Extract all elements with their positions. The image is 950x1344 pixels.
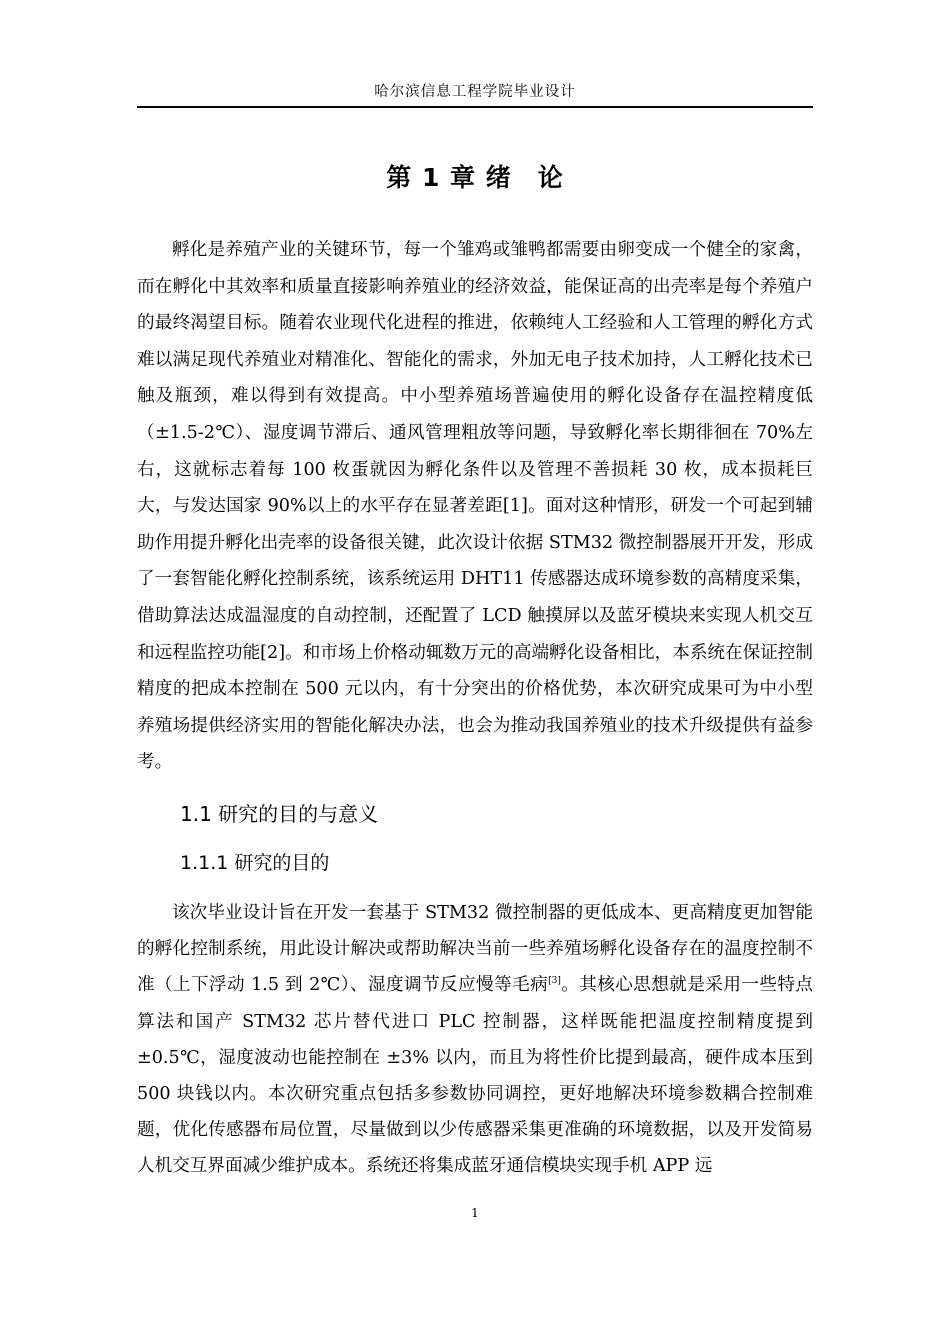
- page-number: 1: [471, 1206, 479, 1220]
- intro-paragraph: 孵化是养殖产业的关键环节，每一个雏鸡或雏鸭都需要由卵变成一个健全的家禽，而在孵化中其效率和质量直接影响养殖业的经济效益，能保证高的出壳率是每个养殖户的最终渴望目标。随着农业现代化进程的推进，依赖纯人工经验和人工管理的孵化方式难以满足现代养殖业对精准化、智能化的需求，外加无电子技术加持，人工孵化技术已触及瓶颈，难以得到有效提高。中小型养殖场普遍使用的孵化设备存在温控精度低（±1.5-2℃）、湿度调节滞后、通风管理粗放等问题，导致孵化率长期徘徊在 70%左右，这就标志着每 100 枚蛋就因为孵化条件以及管理不善损耗 30 枚，成本损耗巨大，与发达国家 90%以上的水平存在显著差距[1]。面对这种情形，研发一个可起到辅助作用提升孵化出壳率的设备很关键，此次设计依据 STM32 微控制器展开开发，形成了一套智能化孵化控制系统，该系统运用 DHT11 传感器达成环境参数的高精度采集，借助算法达成温湿度的自动控制，还配置了 LCD 触摸屏以及蓝牙模块来实现人机交互和远程监控功能[2]。和市场上价格动辄数万元的高端孵化设备相比，本系统在保证控制精度的把成本控制在 500 元以内，有十分突出的价格优势，本次研究成果可为中小型养殖场提供经济实用的智能化解决办法，也会为推动我国养殖业的技术升级提供有益参考。: [137, 240, 813, 773]
- purpose-text-part2: 。其核心思想就是采用一些特点算法和国产 STM32 芯片替代进口 PLC 控制器，这样既能把温度控制精度提到±0.5℃，湿度波动也能控制在 ±3% 以内，而且为将性价比提到最高，硬件成本压到 500 块钱以内。本次研究重点包括多参数协同调控，更好地解决环境参数耦合控制难题，优化传感器布局位置，尽量做到以少传感器采集更准确的环境数据，以及开发简易人机交互界面减少维护成本。系统还将集成蓝牙通信模块实现手机 APP 远: [137, 975, 813, 1177]
- header-rule: [137, 106, 813, 108]
- section-heading-1-1: 1.1 研究的目的与意义: [180, 802, 379, 826]
- section-heading-1-1-1: 1.1.1 研究的目的: [180, 852, 330, 874]
- purpose-paragraph: [137, 895, 813, 1185]
- running-header: 哈尔滨信息工程学院毕业设计: [374, 84, 576, 100]
- citation-ref: [3]: [548, 976, 561, 987]
- purpose-text-part1: 该次毕业设计旨在开发一套基于 STM32 微控制器的更低成本、更高精度更加智能的孵化控制系统，用此设计解决或帮助解决当前一些养殖场孵化设备存在的温度控制不准（上下浮动 1.5 到 2℃）、湿度调节反应慢等毛病: [137, 903, 813, 996]
- chapter-title: 第 1 章 绪 论: [386, 163, 564, 192]
